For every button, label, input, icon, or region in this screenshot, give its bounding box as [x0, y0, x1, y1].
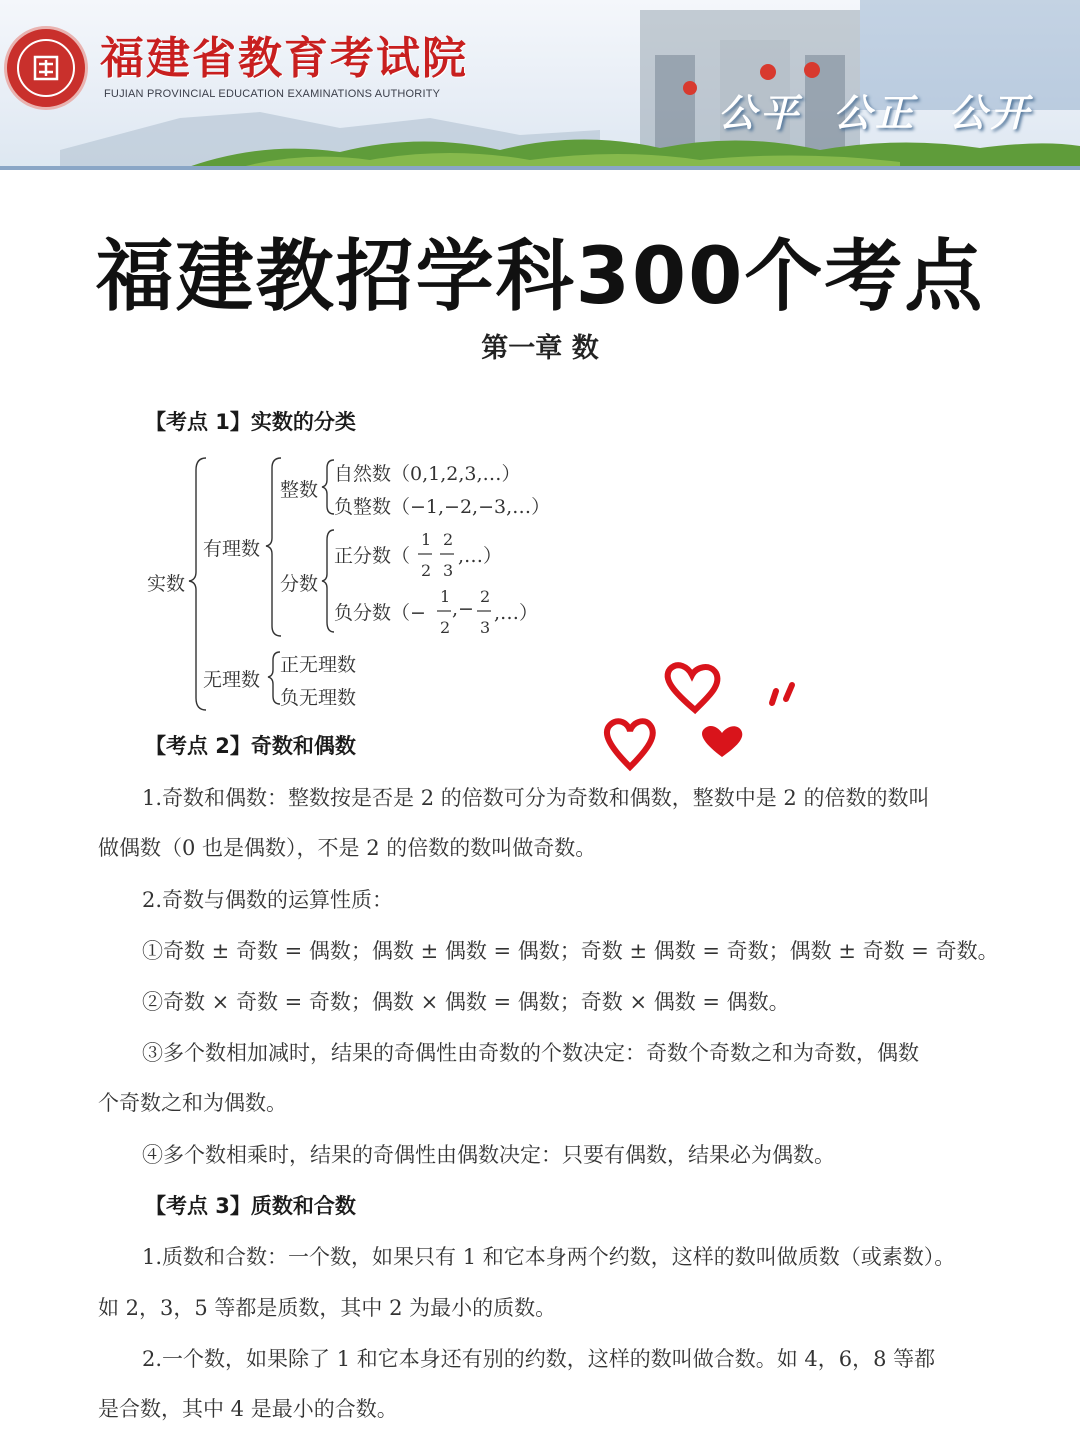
kp3-p1-line2: 如 2，3，5 等都是质数，其中 2 为最小的质数。	[98, 1296, 557, 1320]
header-banner	[0, 0, 1080, 170]
frac-den-1a: 2	[421, 561, 432, 580]
tree-neg-fraction-mid: ,−	[452, 598, 474, 620]
tree-fraction: 分数	[280, 573, 319, 595]
tree-neg-fraction: 负分数（−	[334, 602, 426, 624]
bracket-irrational	[268, 652, 280, 704]
tree-neg-irrational: 负无理数	[280, 687, 357, 709]
kp1-heading: 【考点 1】实数的分类	[145, 410, 356, 434]
hearts-doodle-icon	[600, 655, 810, 775]
slogan: 公平 公正 公开	[718, 91, 1033, 135]
tree-irrational: 无理数	[203, 669, 261, 691]
bracket-integer	[322, 460, 334, 514]
kp2-heading: 【考点 2】奇数和偶数	[145, 734, 356, 758]
frac-num-2a: 2	[443, 530, 454, 549]
kp2-rule1: ①奇数 ± 奇数 = 偶数；偶数 ± 偶数 = 偶数；奇数 ± 偶数 = 奇数；偶数 ± 奇数 = 奇数。	[142, 939, 999, 963]
tree-pos-fraction: 正分数（	[334, 545, 411, 567]
frac-num-1a: 1	[421, 530, 432, 549]
kp2-rule4: ④多个数相乘时，结果的奇偶性由偶数决定：只要有偶数，结果必为偶数。	[142, 1143, 835, 1167]
frac-num-2b: 2	[480, 587, 491, 606]
tree-pos-fraction-end: ,…）	[458, 545, 503, 567]
tree-pos-irrational: 正无理数	[280, 654, 357, 676]
kp2-p1-line2: 做偶数（0 也是偶数），不是 2 的倍数的数叫做奇数。	[98, 836, 597, 860]
tree-rational: 有理数	[203, 538, 261, 560]
kp3-p2-line1: 2.一个数，如果除了 1 和它本身还有别的约数，这样的数叫做合数。如 4，6，8 等都	[142, 1347, 936, 1371]
org-name-cn: 福建省教育考试院	[100, 33, 468, 84]
kp2-p1-line1: 1.奇数和偶数：整数按是否是 2 的倍数可分为奇数和偶数，整数中是 2 的倍数的数叫	[142, 786, 930, 810]
kp3-p1-line1: 1.质数和合数：一个数，如果只有 1 和它本身两个约数，这样的数叫做质数（或素数）。	[142, 1245, 956, 1269]
kp3-p2-line2: 是合数，其中 4 是最小的合数。	[98, 1397, 398, 1421]
kp2-rule3-line2: 个奇数之和为偶数。	[98, 1091, 287, 1115]
org-name-en: FUJIAN PROVINCIAL EDUCATION EXAMINATIONS AUTHORITY	[104, 88, 441, 100]
tree-neg-integer: 负整数（−1,−2,−3,…）	[334, 496, 551, 518]
tree-integer: 整数	[280, 479, 319, 501]
kp2-p2: 2.奇数与偶数的运算性质：	[142, 888, 394, 912]
tree-neg-fraction-end: ,…）	[494, 602, 539, 624]
chapter-heading: 第一章 数	[481, 333, 599, 364]
kp2-rule3-line1: ③多个数相加减时，结果的奇偶性由奇数的个数决定：奇数个奇数之和为奇数，偶数	[142, 1041, 919, 1065]
page-title: 福建教招学科300个考点	[95, 232, 985, 322]
kp2-rule2: ②奇数 × 奇数 = 奇数；偶数 × 偶数 = 偶数；奇数 × 偶数 = 偶数。	[142, 990, 790, 1014]
frac-num-1b: 1	[440, 587, 451, 606]
authority-seal-logo	[4, 26, 88, 110]
kp3-heading: 【考点 3】质数和合数	[145, 1194, 356, 1218]
bracket-fraction	[322, 530, 334, 632]
frac-den-1b: 2	[440, 618, 451, 637]
frac-den-2b: 3	[480, 618, 491, 637]
frac-den-2a: 3	[443, 561, 454, 580]
seal-emblem-icon	[33, 55, 59, 81]
tree-natural: 自然数（0,1,2,3,…）	[334, 463, 521, 485]
tree-real: 实数	[147, 573, 186, 595]
banner-divider	[0, 166, 1080, 170]
bracket-rational	[266, 458, 281, 636]
